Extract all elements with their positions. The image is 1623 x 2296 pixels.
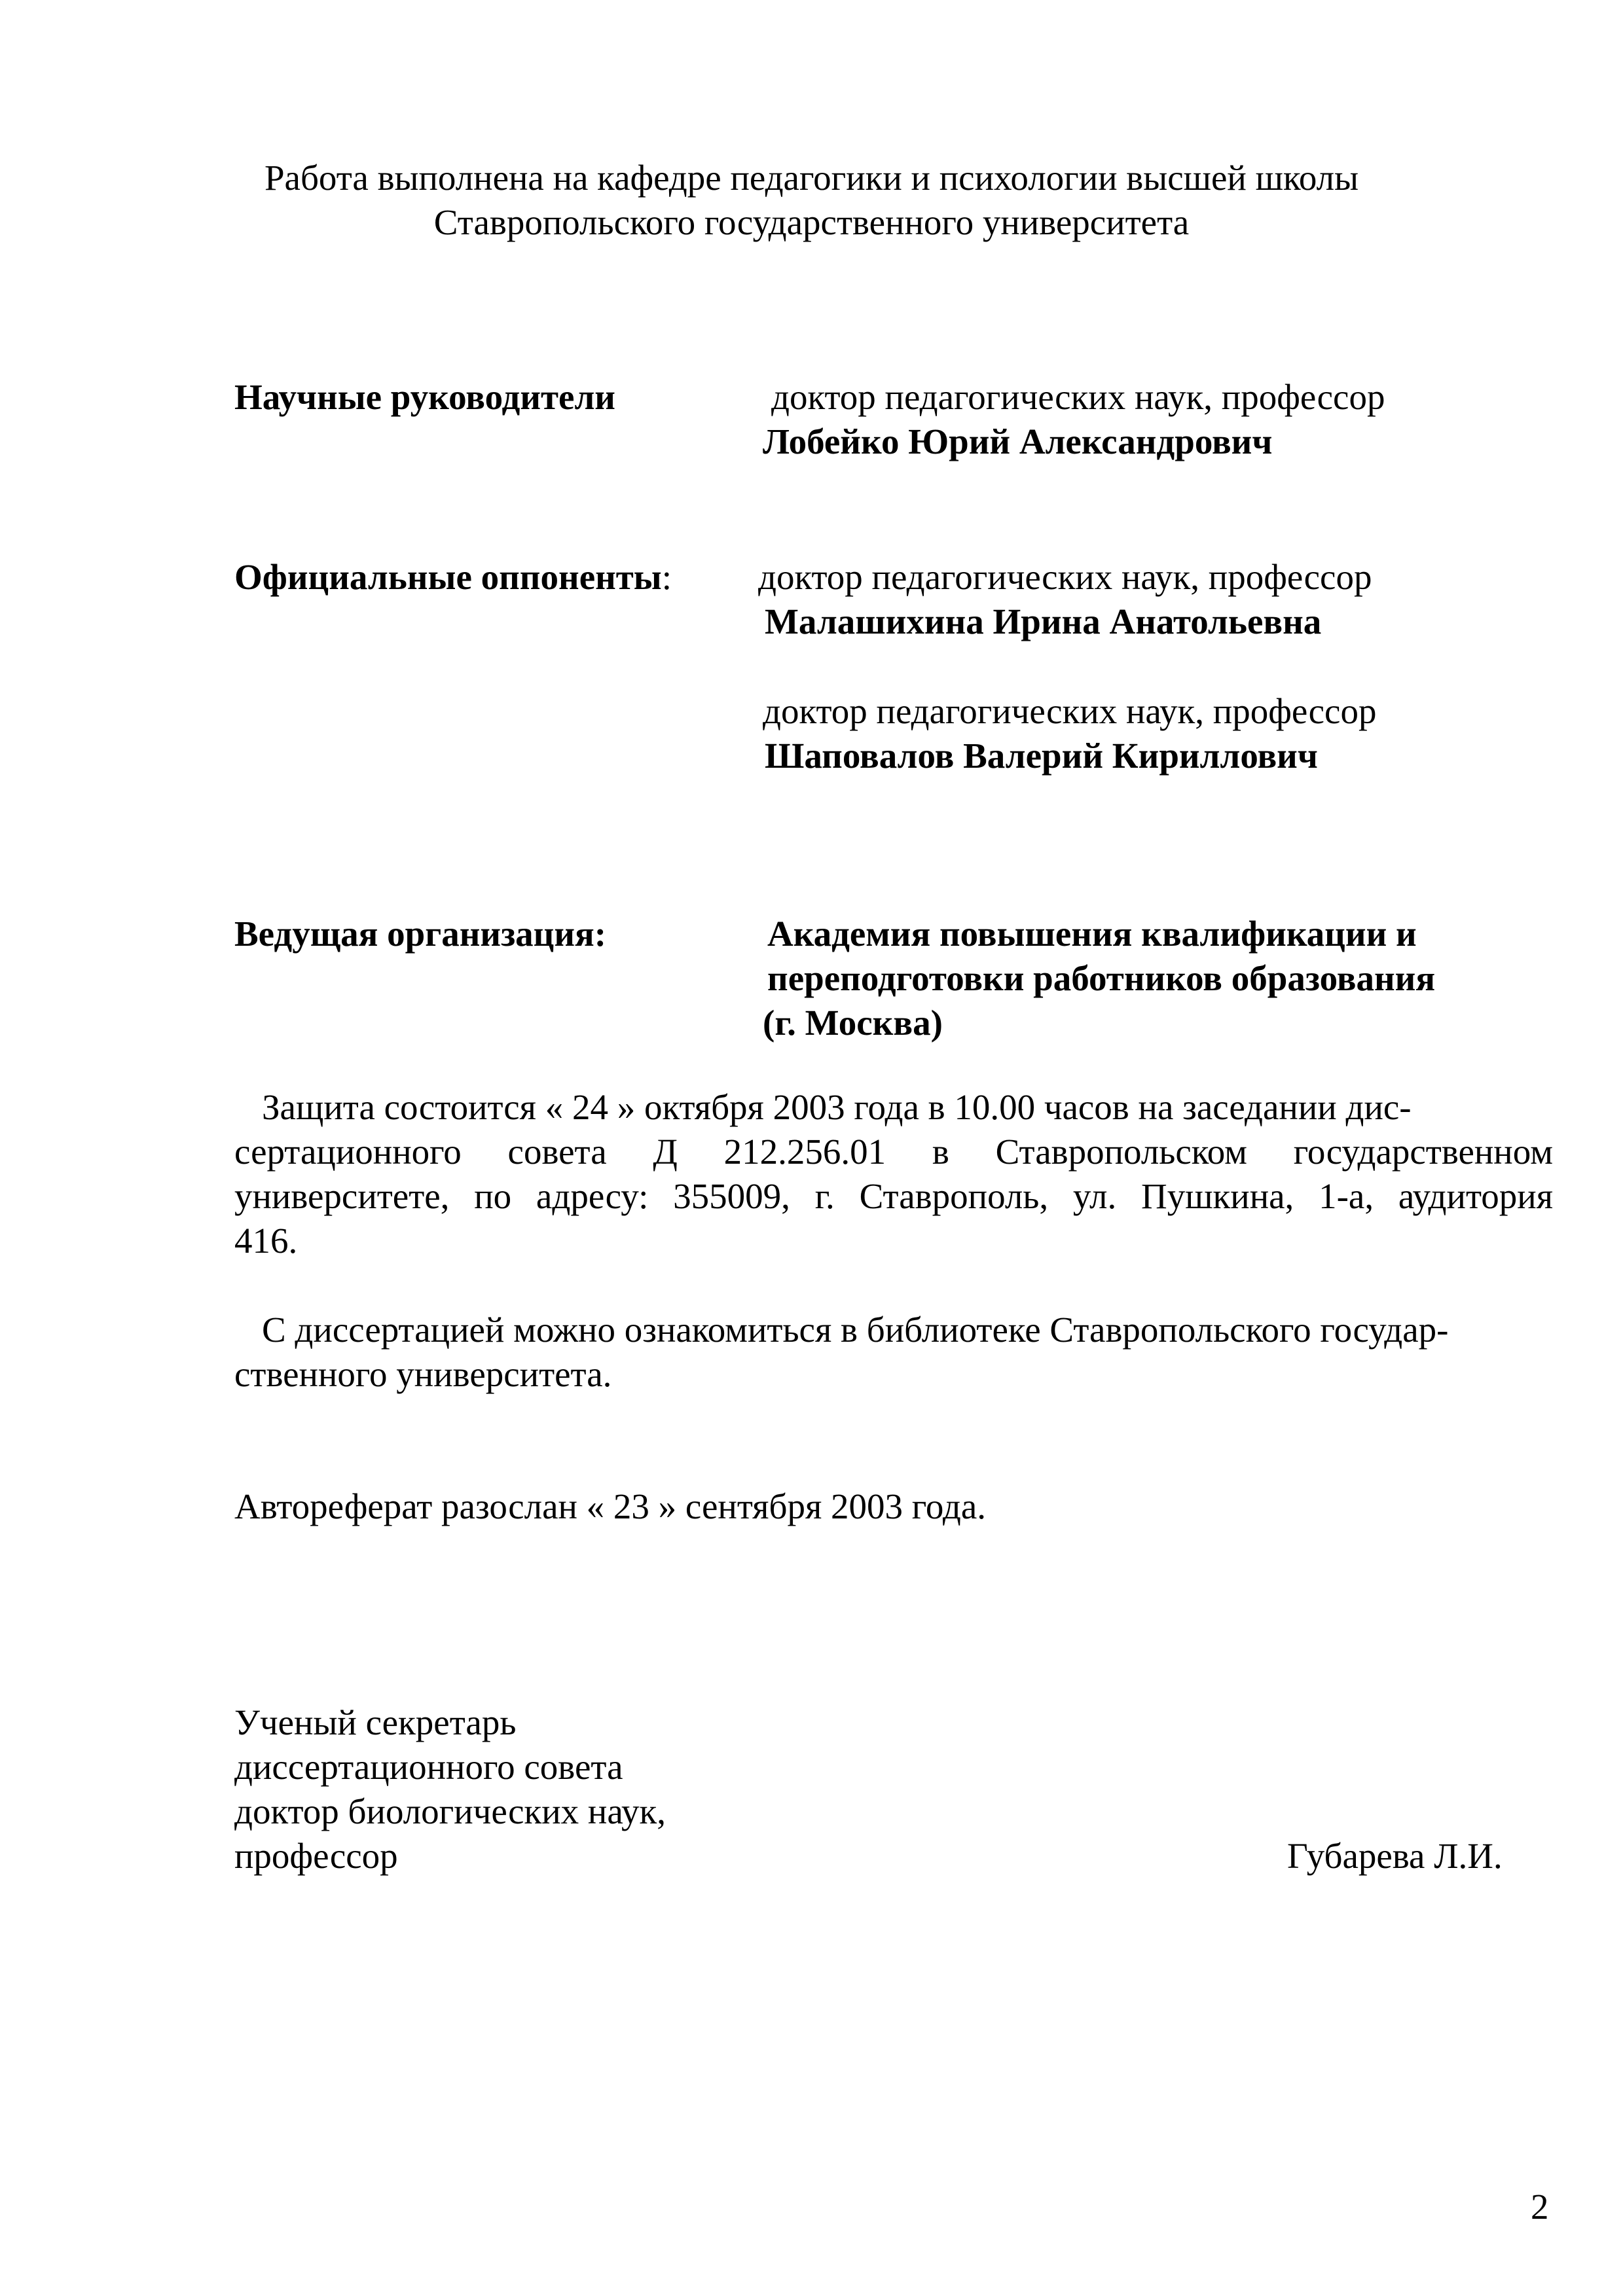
opponent-1-name: Малашихина Ирина Анатольевна (765, 601, 1322, 641)
secretary-line-1: Ученый секретарь (234, 1702, 517, 1742)
defense-line-4: 416. (234, 1221, 298, 1261)
library-line-1: С диссертацией можно ознакомиться в библиотеке Ставропольского государ- (262, 1310, 1449, 1350)
header-line-1: Работа выполнена на кафедре педагогики и психологии высшей школы (264, 158, 1359, 198)
header-line-2: Ставропольского государственного университета (433, 202, 1190, 242)
secretary-line-3: доктор биологических наук, (234, 1791, 666, 1831)
opponent-2-degree: доктор педагогических наук, профессор (763, 691, 1377, 731)
page-number: 2 (1531, 2187, 1549, 2227)
secretary-name: Губарева Л.И. (1287, 1836, 1503, 1876)
defense-line-1: Защита состоится « 24 » октября 2003 года в 10.00 часов на заседании дис- (262, 1087, 1412, 1127)
supervisor-name: Лобейко Юрий Александрович (763, 422, 1273, 461)
supervisor-degree: доктор педагогических наук, профессор (771, 377, 1385, 417)
opponents-label-text: Официальные оппоненты (234, 557, 662, 597)
lead-org-line-2: переподготовки работников образования (767, 958, 1436, 998)
opponent-1-degree: доктор педагогических наук, профессор (758, 557, 1372, 597)
opponents-label-colon: : (661, 557, 672, 597)
supervisors-label: Научные руководители (234, 377, 615, 417)
secretary-line-4: профессор (234, 1836, 398, 1876)
lead-org-line-1: Академия повышения квалификации и (767, 914, 1417, 954)
secretary-line-2: диссертационного совета (234, 1747, 623, 1787)
library-line-2: ственного университета. (234, 1354, 612, 1394)
defense-line-3: университете, по адресу: 355009, г. Ставрополь, ул. Пушкина, 1-а, аудитория (234, 1176, 1553, 1216)
sent-date: Автореферат разослан « 23 » сентября 2003 года. (234, 1486, 986, 1526)
opponent-2-name: Шаповалов Валерий Кириллович (765, 736, 1318, 776)
lead-org-line-3: (г. Москва) (763, 1003, 943, 1043)
lead-org-label: Ведущая организация: (234, 914, 607, 954)
opponents-label (234, 556, 672, 598)
defense-line-2: сертационного совета Д 212.256.01 в Ставропольском государственном (234, 1132, 1553, 1172)
